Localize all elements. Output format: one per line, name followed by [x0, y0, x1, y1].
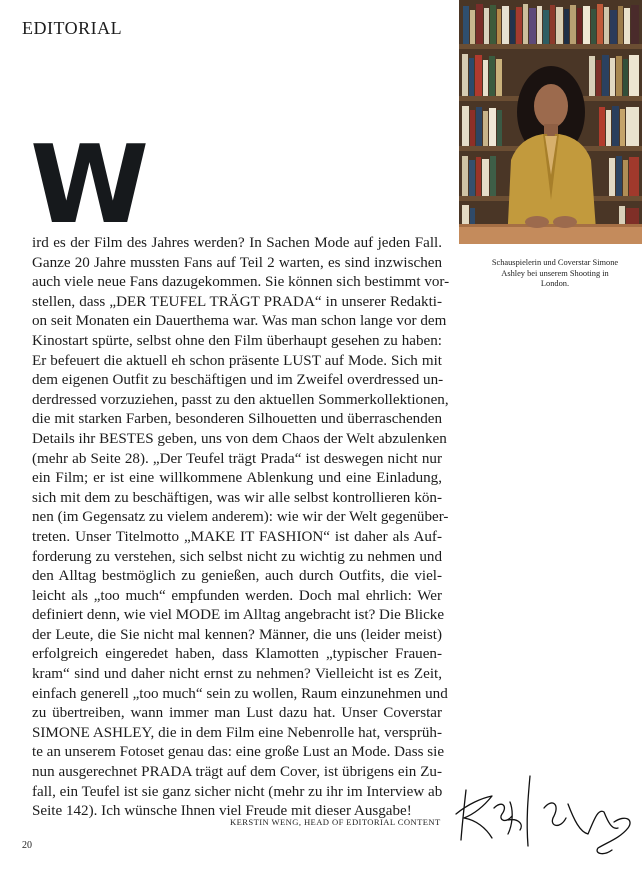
signature-image — [448, 768, 638, 858]
body-line: forderung zu verstehen, sich selbst nicht zu wichtig zu nehmen und — [32, 548, 442, 565]
body-line: Seite 142). Ich wünsche Ihnen viel Freude mit dieser Ausgabe! — [32, 803, 412, 820]
body-line: derdressed vorzuziehen, passt zu den aktuellen Sommerkollektionen, — [32, 391, 449, 408]
author-byline: KERSTIN WENG, HEAD OF EDITORIAL CONTENT — [230, 817, 441, 827]
body-line: nen (im Gegensatz zu vielem anderem): wie wir der Welt gegenüber- — [32, 509, 449, 526]
body-line: leicht als „too much“ empfunden werden. Doch mal ehrlich: Wer — [32, 587, 442, 604]
body-line: stellen, dass „DER TEUFEL TRÄGT PRADA“ in unserer Redakti- — [32, 293, 442, 310]
cover-star-photo — [459, 0, 642, 244]
body-line: on seit Monaten ein Dauerthema war. Was man schon lange vor dem — [32, 313, 447, 330]
body-line: definiert denn, wie viel MODE im Alltag angebracht ist? Die Blicke — [32, 607, 445, 624]
body-line: kram“ sind und daher nicht ernst zu nehmen? Vielleicht ist es Zeit, — [32, 666, 442, 683]
body-line: den Alltag bestmöglich zu genießen, auch durch Outfits, die viel- — [32, 568, 442, 585]
body-line: einfach generell „too much“ sein zu wollen, Raum einzunehmen und — [32, 685, 448, 702]
body-line: Er befeuert die aktuell eh schon präsente LUST auf Mode. Sich mit — [32, 352, 442, 369]
editorial-body — [32, 234, 450, 822]
body-line: zu übertreiben, wann immer man Lust dazu hat. Unser Coverstar — [32, 705, 442, 722]
body-line: der Leute, die Sie nicht mal kennen? Männer, die uns (leider meist) — [32, 626, 442, 643]
body-line: treten. Unser Titelmotto „MAKE IT FASHION“ ist daher als Auf- — [32, 528, 442, 545]
body-line: SIMONE ASHLEY, die in dem Film eine Nebenrolle hat, versprüh- — [32, 724, 442, 741]
body-line: sich mit dem zu beschäftigen, was wir alle selbst kontrollieren kön- — [32, 489, 442, 506]
body-line: auch viele neue Fans dazugekommen. Sie können sich bestimmt vor- — [32, 274, 450, 291]
body-line: Kinostart spürte, selbst ohne den Film überhaupt gesehen zu haben: — [32, 332, 442, 349]
section-title: EDITORIAL — [22, 18, 123, 38]
body-line: (mehr ab Seite 28). „Der Teufel trägt Prada“ ist deswegen nicht nur — [32, 450, 442, 467]
body-line: Ganze 20 Jahre mussten Fans auf Teil 2 warten, es sind inzwischen — [32, 254, 442, 271]
drop-cap: W — [30, 123, 146, 248]
body-line: erfolgreich eingeredet haben, dass Klamotten „typischer Frauen- — [32, 646, 442, 663]
body-line: te an unserem Fotoset genau das: eine große Lust an Mode. Dass sie — [32, 744, 445, 761]
body-line: ein Film; er ist eine willkommene Ablenkung und eine Einladung, — [32, 470, 442, 487]
body-line: fall, ein Teufel ist sie ganz sicher nicht (mehr zu ihr im Interview ab — [32, 783, 443, 800]
photo-caption: Schauspielerin und Coverstar Simone Ashley bei unserem Shooting in London. — [491, 258, 619, 288]
body-line: ird es der Film des Jahres werden? In Sachen Mode auf jeden Fall. — [32, 235, 442, 251]
body-line: die mit starken Farben, besonderen Silhouetten und überraschenden — [32, 411, 442, 428]
body-line: nun ausgerechnet PRADA trägt auf dem Cover, ist übrigens ein Zu- — [32, 764, 442, 781]
body-line: Details ihr BESTES geben, uns von dem Chaos der Welt abzulenken — [32, 430, 447, 447]
page-number: 20 — [22, 840, 32, 851]
body-line: dem eigenen Outfit zu beschäftigen und im Zweifel overdressed un- — [32, 372, 444, 389]
